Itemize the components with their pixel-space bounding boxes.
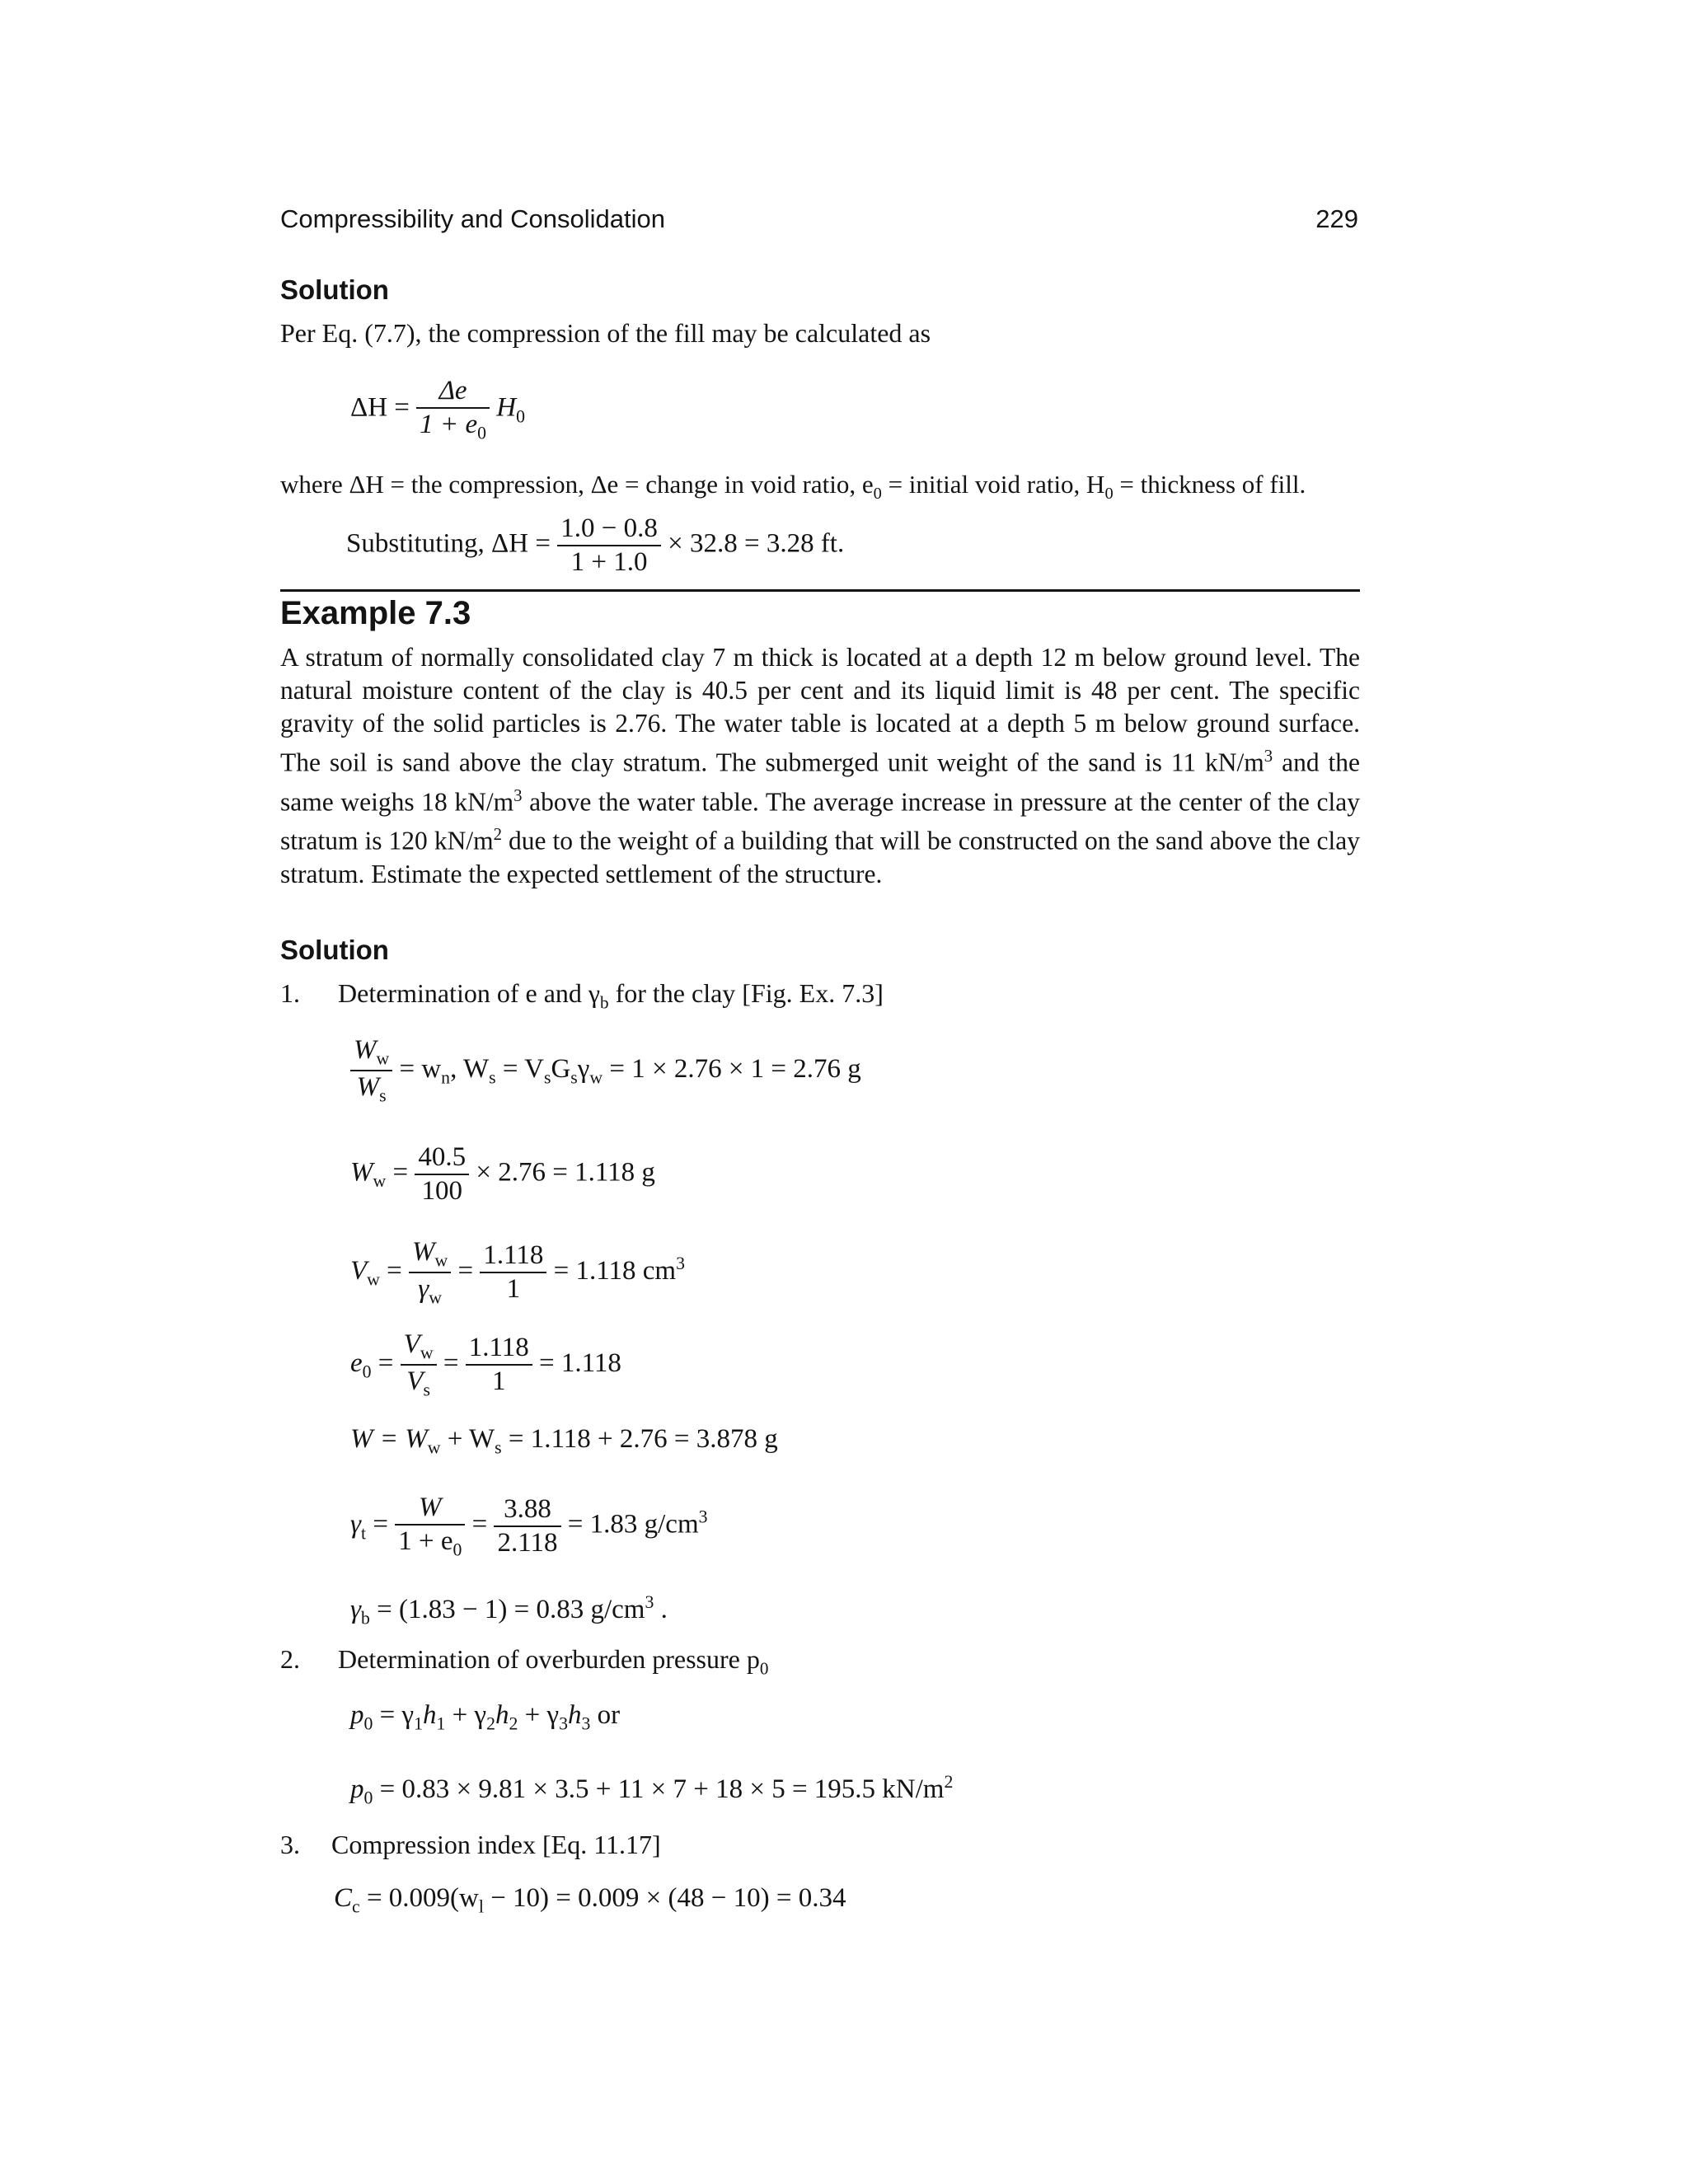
step-3: 3. Compression index [Eq. 11.17]: [280, 1830, 661, 1859]
equation-overburden-general: $p_0 = \gamma_1h_1 + \gamma_2h_2 + \gamma_3h_3$ or: [350, 1700, 621, 1734]
equation-buoyant-weight: $\gamma_b = (1.83 - 1) = 0.83$ $g/cm^3$ .: [350, 1592, 668, 1629]
equation-volume-water: $V_w$ = $\frac{W_w}{\gamma_w}$ = $\frac{1.118}{1}$ = 1.118 $cm^3$: [350, 1237, 685, 1308]
equation-total-weight: $W = W_w + W_s = 1.118 + 2.76 = 3.878$ g: [350, 1424, 778, 1458]
equation-weight-water: $W_w$ = $\frac{40.5}{100}$ × 2.76 = 1.118 g: [350, 1142, 655, 1206]
equation-unit-weight: $\gamma_t$ = $\frac{W}{1 + e_0}$ = $\frac{3.88}{2.118}$ = 1.83 $g/cm^3$: [350, 1493, 708, 1560]
running-title: Compressibility and Consolidation: [280, 204, 665, 233]
equation-compression: ΔH = $\frac{\Delta e}{1 + e_0}$ $H_0$: [350, 376, 525, 443]
equation-compression-index: $C_c = 0.009(w_l - 10) = 0.009 \times (48 - 10) = 0.34$: [334, 1883, 846, 1917]
solution-heading-1: Solution: [280, 274, 389, 305]
solution-intro: Per Eq. (7.7), the compression of the fill may be calculated as: [280, 318, 931, 348]
example-statement: A stratum of normally consolidated clay 7 m thick is located at a depth 12 m below ground level. The natural moisture content of the clay is 40.5 per cent and its liquid limit is 48 per cent. The specific gravity of the solid particles is 2.76. The water table is located at a depth 5 m below ground surface. The soil is sand above the clay stratum. The submerged unit weight of the sand is 11 $kN/m^3$ and the same weighs 18 $kN/m^3$ above the water table. The average increase in pressure at the center of the clay stratum is 120 $kN/m^2$ due to the weight of a building that will be constructed on the sand above the clay stratum. Estimate the expected settlement of the structure.: [280, 643, 1360, 888]
example-divider: [280, 589, 1360, 592]
step-1: 1. Determination of e and $\gamma_b$ for the clay [Fig. Ex. 7.3]: [280, 978, 884, 1013]
equation-water-ratio: $\frac{W_w}{W_s}$ = $w_n$, $W_s = V_sG_s\gamma_w = 1 \times 2.76 \times 1 = 2.76$ g: [350, 1034, 861, 1108]
page-number: 229: [1315, 204, 1358, 233]
equation-overburden-value: $p_0 = 0.83 \times 9.81 \times 3.5 + 11 \times 7 + 18 \times 5 = 195.5$ $kN/m^2$: [350, 1772, 954, 1808]
equation-substitution: Substituting, ΔH = $\frac{1.0 - 0.8}{1 + 1.0}$ × 32.8 = 3.28 ft.: [346, 513, 845, 577]
solution-heading-2: Solution: [280, 935, 389, 965]
equation-void-ratio: $e_0$ = $\frac{V_w}{V_s}$ = $\frac{1.118}{1}$ = 1.118: [350, 1329, 621, 1400]
example-title: Example 7.3: [280, 595, 471, 631]
step-2: 2. Determination of overburden pressure $p_0$: [280, 1644, 769, 1679]
where-definitions: where ΔH = the compression, Δe = change in void ratio, $e_0$ = initial void ratio, $H_0$ = thickness of fill.: [280, 470, 1306, 504]
